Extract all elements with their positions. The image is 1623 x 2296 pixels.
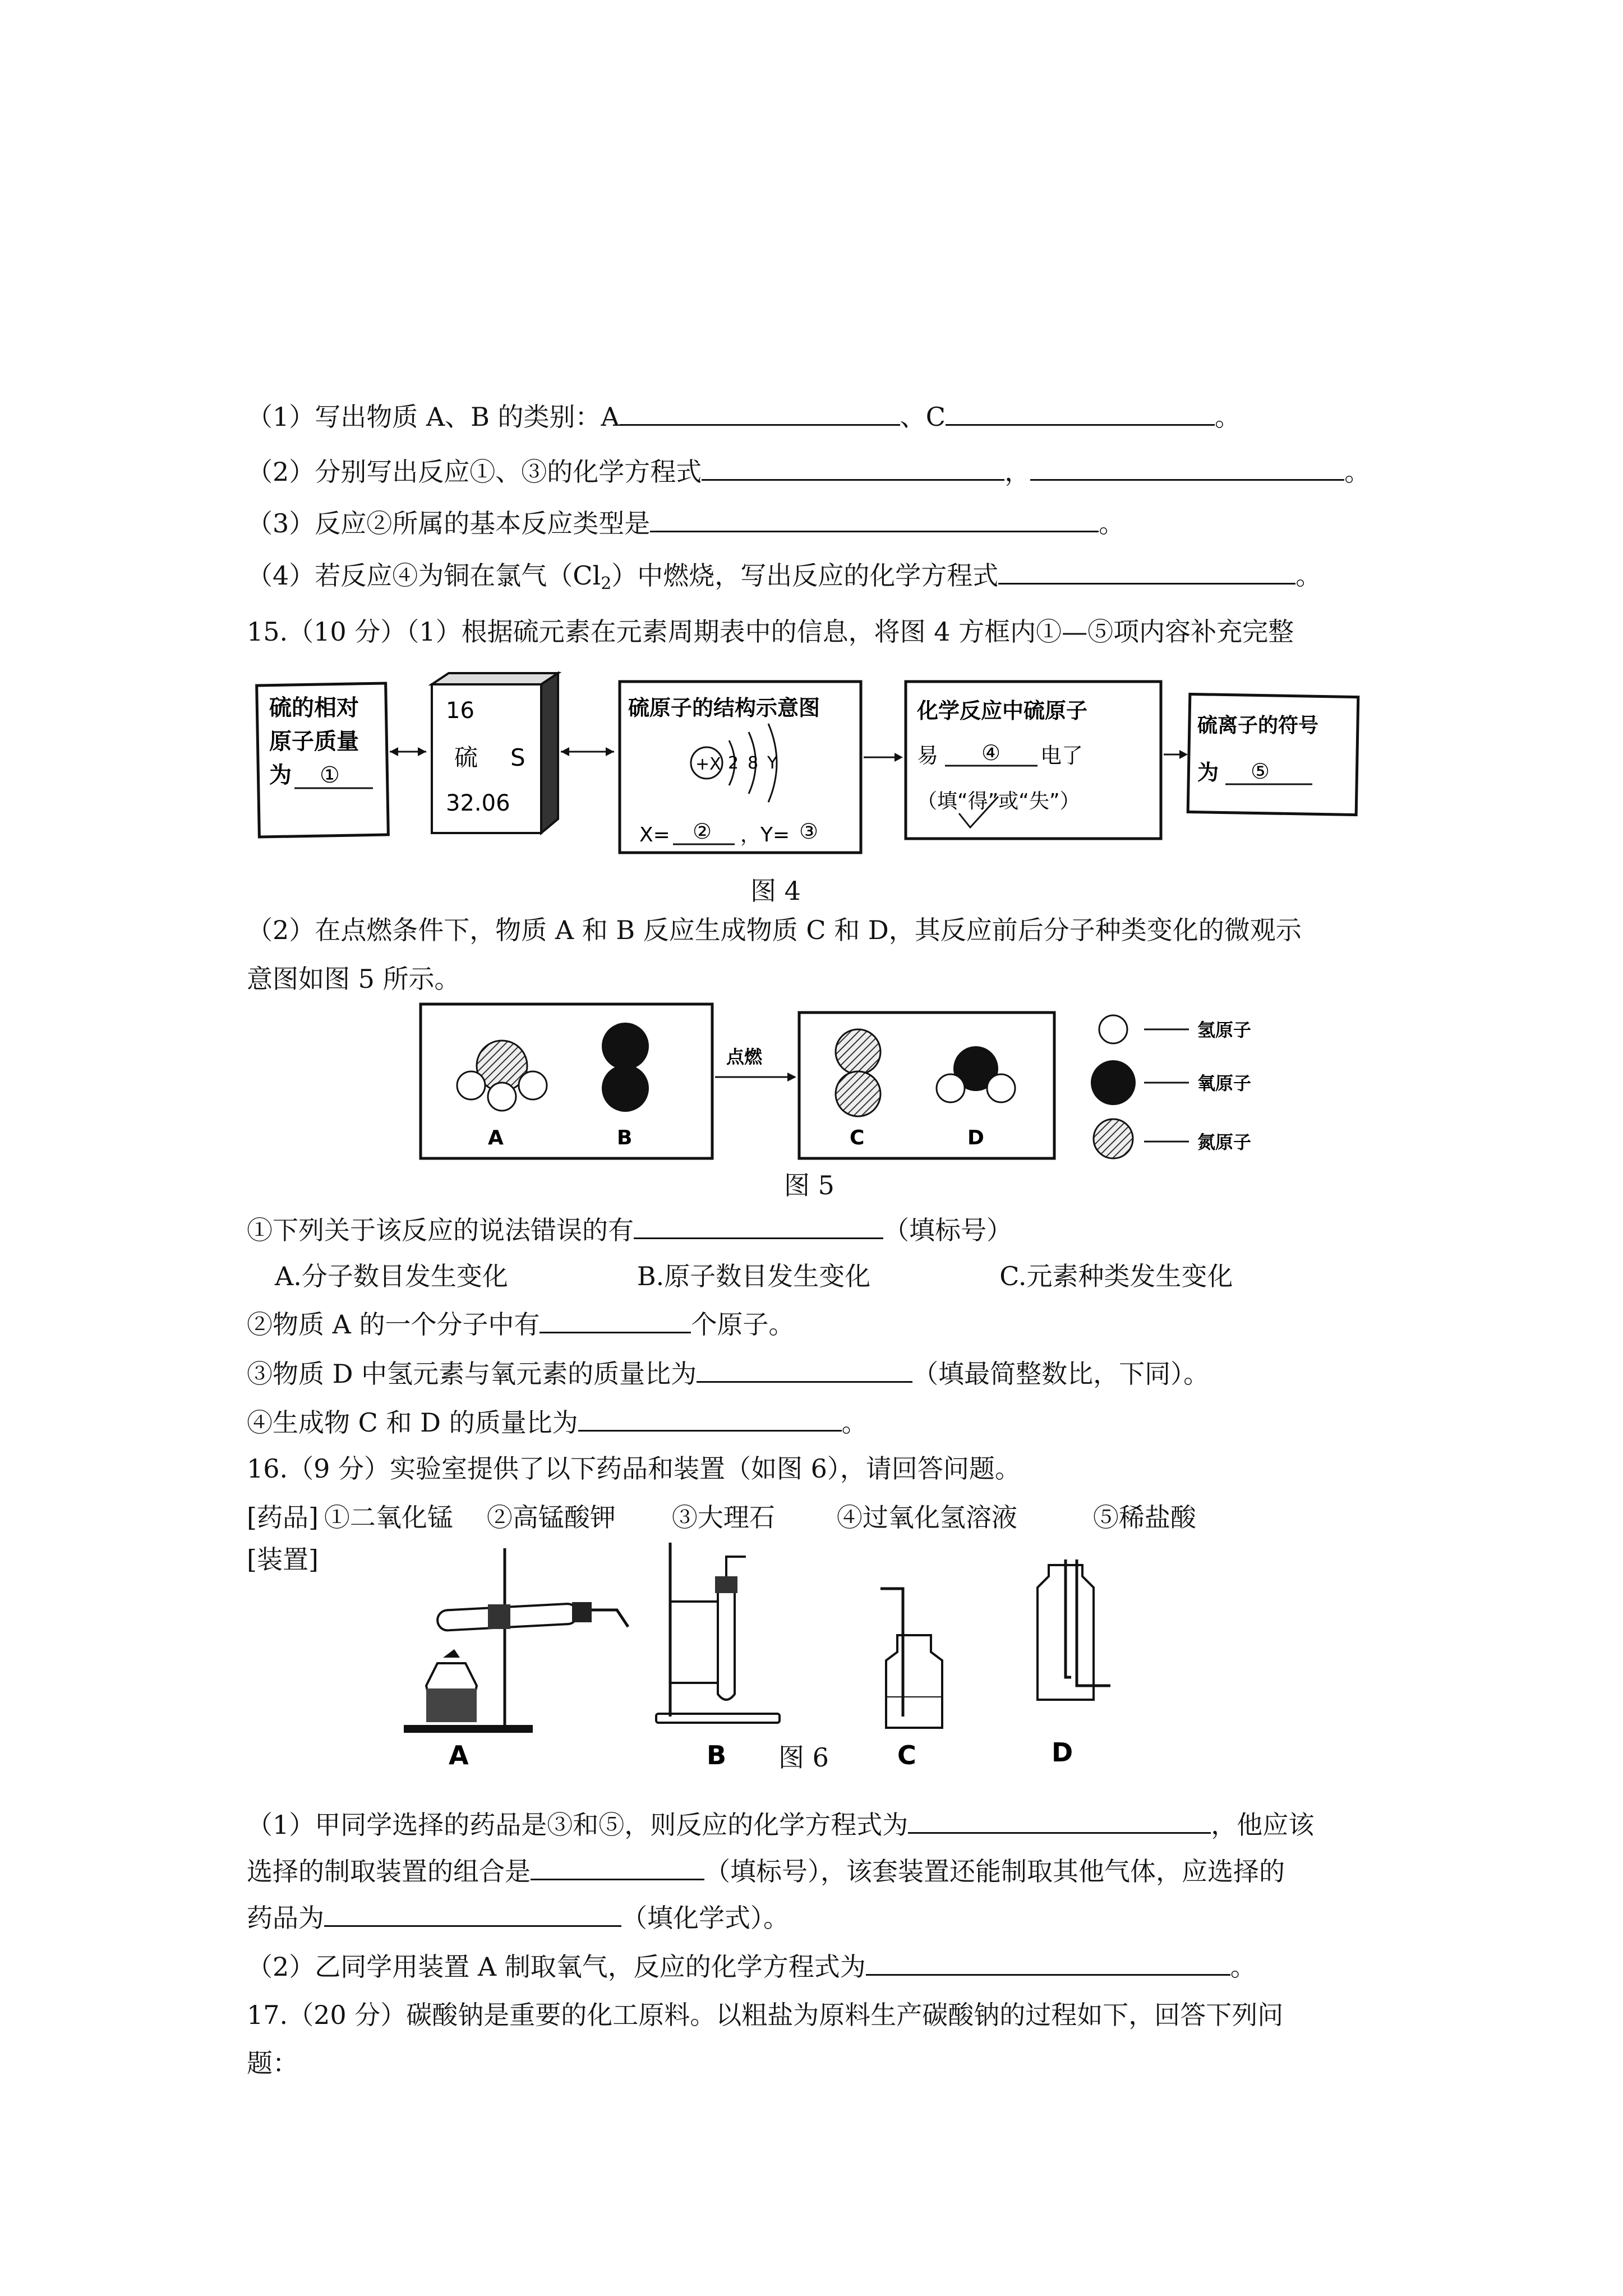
- q14-p1-text: （1）写出物质 A、B 的类别：A: [247, 402, 620, 432]
- fig4-ion-symbol-box: [1188, 694, 1358, 815]
- q14-part4: （4）若反应④为铜在氯气（Cl2）中燃烧，写出反应的化学方程式 。: [247, 558, 1321, 601]
- fig5-legend: [1091, 1015, 1251, 1158]
- q16-part2: （2）乙同学用装置 A 制取氧气，反应的化学方程式为 。: [247, 1949, 1256, 1984]
- svg-text:X=: X=: [639, 823, 670, 846]
- fig4-gain-lose-box: [906, 682, 1161, 839]
- svg-text:D: D: [967, 1126, 984, 1149]
- figure-6-caption: 图 6: [778, 1742, 829, 1773]
- q15-heading: 15.（10 分）（1）根据硫元素在元素周期表中的信息，将图 4 方框内①—⑤项内容补充完整: [247, 616, 1294, 647]
- svg-text:32.06: 32.06: [446, 790, 510, 816]
- svg-text:8: 8: [748, 753, 759, 773]
- svg-text:为: 为: [1197, 760, 1219, 785]
- apparatus-c: [880, 1589, 942, 1728]
- q15-s3: ③物质 D 中氢元素与氧元素的质量比为 （填最简整数比，下同）。: [247, 1356, 1209, 1391]
- figure-5: [415, 999, 1312, 1167]
- svg-text:C: C: [850, 1126, 865, 1149]
- answer-blank[interactable]: [702, 454, 1004, 481]
- answer-blank[interactable]: [697, 1356, 912, 1383]
- svg-text:氮原子: 氮原子: [1197, 1131, 1252, 1153]
- q16-part1-line3: 药品为 （填化学式）。: [247, 1901, 789, 1935]
- molecule-c: [836, 1029, 880, 1116]
- q15-s4: ④生成物 C 和 D 的质量比为 。: [247, 1405, 868, 1439]
- option-b: B.原子数目发生变化: [637, 1261, 871, 1291]
- q16-drugs: [药品] ①二氧化锰 ②高锰酸钾 ③大理石 ④过氧化氢溶液 ⑤稀盐酸: [247, 1502, 1196, 1533]
- fig4-element-cell: [432, 673, 558, 833]
- answer-blank[interactable]: [324, 1901, 621, 1927]
- svg-text:D: D: [1052, 1737, 1073, 1768]
- answer-blank[interactable]: [998, 558, 1295, 585]
- answer-blank[interactable]: [578, 1405, 842, 1432]
- svg-text:（填“得”或“失”）: （填“得”或“失”）: [917, 790, 1080, 813]
- option-c: C.元素种类发生变化: [999, 1261, 1233, 1291]
- svg-text:易: 易: [917, 743, 939, 768]
- figure-4: [247, 668, 1402, 869]
- q16-part1-line2: 选择的制取装置的组合是 （填标号），该套装置还能制取其他气体，应选择的: [247, 1854, 1285, 1888]
- svg-text:硫离子的符号: 硫离子的符号: [1197, 714, 1319, 737]
- q17-line1: 17.（20 分）碳酸钠是重要的化工原料。以粗盐为原料生产碳酸钠的过程如下，回答下列问: [247, 2000, 1284, 2030]
- svg-text:C: C: [897, 1740, 916, 1770]
- svg-text:点燃: 点燃: [726, 1046, 763, 1068]
- q15-s2: ②物质 A 的一个分子中有 个原子。: [247, 1307, 794, 1341]
- option-a: A.分子数目发生变化: [275, 1261, 508, 1291]
- svg-text:④: ④: [981, 740, 1001, 765]
- molecule-d: [937, 1046, 1015, 1102]
- svg-text:硫的相对: 硫的相对: [269, 695, 359, 721]
- legend-hydrogen-icon: [1099, 1015, 1127, 1043]
- svg-text:，Y=: ，Y=: [740, 823, 790, 846]
- answer-blank[interactable]: [620, 399, 900, 426]
- svg-text:A: A: [449, 1740, 469, 1770]
- svg-text:Y: Y: [767, 753, 778, 773]
- svg-text:硫: 硫: [454, 744, 478, 771]
- svg-text:电了: 电了: [1040, 743, 1083, 768]
- q14-part1: （1）写出物质 A、B 的类别：A 、C 。: [247, 399, 1241, 434]
- svg-text:⑤: ⑤: [1251, 759, 1270, 784]
- svg-text:氢原子: 氢原子: [1197, 1019, 1252, 1041]
- answer-blank[interactable]: [634, 1213, 883, 1239]
- svg-text:硫原子的结构示意图: 硫原子的结构示意图: [628, 696, 820, 720]
- answer-blank[interactable]: [866, 1949, 1230, 1976]
- svg-text:2: 2: [728, 753, 739, 773]
- svg-text:②: ②: [693, 819, 712, 844]
- answer-blank[interactable]: [540, 1307, 691, 1333]
- svg-text:A: A: [488, 1126, 504, 1149]
- svg-text:为: 为: [269, 762, 292, 788]
- fig4-box-relative-mass: [257, 683, 389, 837]
- legend-nitrogen-icon: [1094, 1119, 1133, 1158]
- fig4-structure-box: [620, 682, 861, 853]
- legend-oxygen-icon: [1091, 1060, 1136, 1105]
- q16-part1-line1: （1）甲同学选择的药品是③和⑤，则反应的化学方程式为 ，他应该: [247, 1807, 1314, 1842]
- svg-text:①: ①: [320, 762, 340, 788]
- q17-line2: 题：: [247, 2048, 298, 2078]
- q15-options: [275, 1259, 1233, 1293]
- q14-part2: （2）分别写出反应①、③的化学方程式 ， 。: [247, 454, 1370, 489]
- answer-blank[interactable]: [946, 399, 1215, 426]
- svg-text:16: 16: [446, 698, 474, 724]
- svg-text:③: ③: [799, 819, 819, 844]
- molecule-a: [457, 1041, 547, 1111]
- figure-4-caption: 图 4: [750, 876, 801, 906]
- answer-blank[interactable]: [1030, 454, 1344, 481]
- svg-text:化学反应中硫原子: 化学反应中硫原子: [917, 698, 1088, 723]
- apparatus-d: [1038, 1559, 1110, 1700]
- figure-5-caption: 图 5: [784, 1170, 834, 1200]
- answer-blank[interactable]: [908, 1807, 1211, 1834]
- svg-text:氧原子: 氧原子: [1197, 1073, 1252, 1094]
- apparatus-a: [404, 1548, 628, 1733]
- q16-apparatus-label: [装置]: [247, 1544, 319, 1575]
- q15-part2-line2: 意图如图 5 所示。: [247, 964, 460, 994]
- molecule-b: [602, 1023, 649, 1112]
- svg-text:B: B: [617, 1126, 633, 1149]
- svg-text:原子质量: 原子质量: [269, 729, 359, 754]
- q15-part2-line1: （2）在点燃条件下，物质 A 和 B 反应生成物质 C 和 D，其反应前后分子种类变化的微观示: [247, 915, 1302, 945]
- answer-blank[interactable]: [531, 1854, 704, 1880]
- apparatus-b: [656, 1543, 780, 1723]
- answer-blank[interactable]: [650, 506, 1099, 532]
- q14-part3: （3）反应②所属的基本反应类型是 。: [247, 506, 1124, 540]
- q15-s1: ①下列关于该反应的说法错误的有 （填标号）: [247, 1213, 1012, 1247]
- svg-text:S: S: [510, 744, 525, 771]
- svg-text:+X: +X: [695, 754, 721, 774]
- q16-heading: 16.（9 分）实验室提供了以下药品和装置（如图 6），请回答问题。: [247, 1453, 1021, 1484]
- svg-text:B: B: [707, 1740, 727, 1770]
